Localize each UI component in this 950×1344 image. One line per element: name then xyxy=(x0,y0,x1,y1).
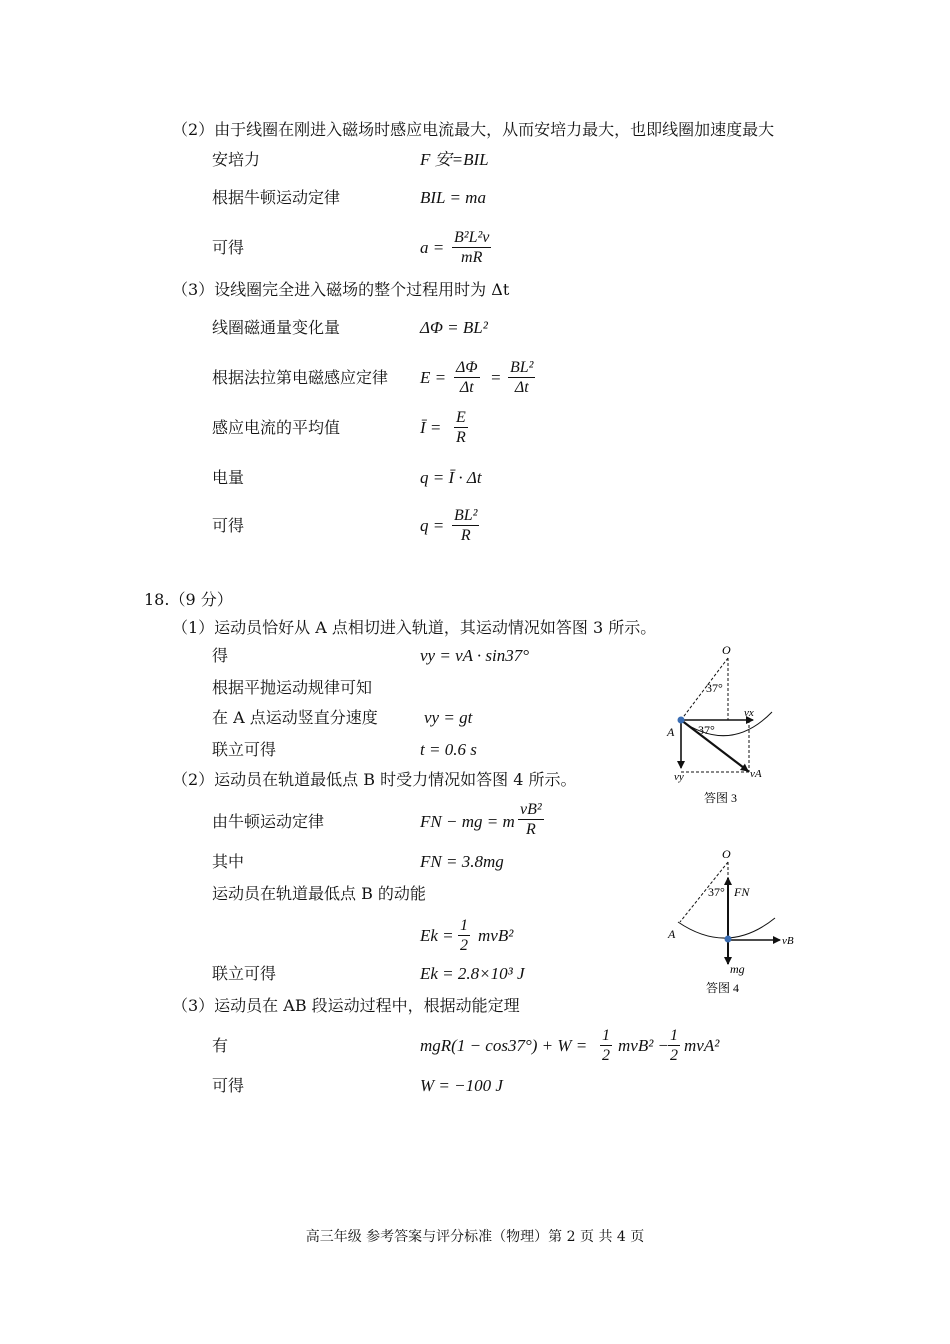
q17-p3-eq-flux: ΔΦ = BL² xyxy=(420,318,488,337)
q18-part3-intro: （3）运动员在 AB 段运动过程中，根据动能定理 xyxy=(172,996,520,1015)
figure-3-label-vx: vx xyxy=(744,707,754,719)
fraction-denominator: 2 xyxy=(460,937,468,954)
q18-p3-eq-work-energy-fraction1 xyxy=(600,1026,612,1065)
q18-p3-eq-work-energy-rhs: mvA² xyxy=(684,1036,720,1055)
q18-p1-label-projectile: 根据平抛运动规律可知 xyxy=(212,678,373,697)
q17-p2-eq-ampere-force: F 安=BIL xyxy=(420,150,489,169)
figure-3-diagram xyxy=(660,640,780,810)
q17-p2-label-newton: 根据牛顿运动定律 xyxy=(212,188,341,207)
page-footer: 高三年级 参考答案与评分标准（物理）第 2 页 共 4 页 xyxy=(305,1229,645,1245)
figure-4-label-mg: mg xyxy=(730,962,745,976)
fraction-numerator: 1 xyxy=(670,1027,678,1044)
fraction-numerator: BL² xyxy=(510,359,534,376)
q18-p1-eq-vy-vA: vy = vA · sin37° xyxy=(420,646,530,665)
q18-p2-eq-newton-fraction xyxy=(518,800,544,839)
q17-part2-intro: （2）由于线圈在刚进入磁场时感应电流最大，从而安培力最大，也即线圈加速度最大 xyxy=(172,120,775,139)
fraction-numerator: E xyxy=(456,409,466,426)
q18-part2-intro: （2）运动员在轨道最低点 B 时受力情况如答图 4 所示。 xyxy=(172,770,577,789)
fraction-numerator: vB² xyxy=(520,801,542,818)
q18-p3-eq-work-result: W = −100 J xyxy=(420,1076,503,1095)
q18-p2-label-combine: 联立可得 xyxy=(212,964,277,983)
fraction-denominator: Δt xyxy=(459,379,474,396)
fraction-denominator: mR xyxy=(461,249,483,266)
figure-4-label-O: O xyxy=(722,847,731,861)
q17-p3-eq-result-lhs: q = xyxy=(420,516,445,535)
q18-p1-eq-vy-gt: vy = gt xyxy=(424,708,473,727)
q18-p1-label-vertical-velocity: 在 A 点运动竖直分速度 xyxy=(212,708,378,727)
q17-p3-label-avg-current: 感应电流的平均值 xyxy=(212,418,341,437)
q17-p3-label-faraday: 根据法拉第电磁感应定律 xyxy=(212,368,389,387)
figure-4-caption: 答图 4 xyxy=(706,981,740,995)
fraction-numerator: 1 xyxy=(602,1027,610,1044)
figure-3-label-vy: vy xyxy=(674,771,684,783)
q18-p3-label-result: 可得 xyxy=(212,1076,245,1095)
fraction-denominator: R xyxy=(460,527,471,544)
q18-p2-label-where: 其中 xyxy=(212,852,245,871)
q17-p3-eq-result-fraction xyxy=(452,506,479,545)
figure-3-point-A xyxy=(678,717,685,724)
q18-p3-eq-work-energy-lhs: mgR(1 − cos37°) + W = xyxy=(420,1036,588,1055)
q18-heading: 18.（9 分） xyxy=(144,590,233,609)
q18-p2-label-kinetic-energy: 运动员在轨道最低点 B 的动能 xyxy=(212,884,426,903)
q18-p2-eq-normal-force: FN = 3.8mg xyxy=(420,852,504,871)
q17-p2-eq-newton: BIL = ma xyxy=(420,188,486,207)
fraction-numerator: ΔΦ xyxy=(456,359,478,376)
figure-3-label-A: A xyxy=(667,725,675,739)
fraction-numerator: B²L²v xyxy=(454,229,490,246)
fraction-denominator: Δt xyxy=(514,379,529,396)
fraction-denominator: R xyxy=(456,429,466,446)
q18-p2-eq-ek-fraction xyxy=(458,916,470,955)
q18-p2-label-newton: 由牛顿运动定律 xyxy=(212,812,325,831)
q17-p3-eq-faraday-fraction1 xyxy=(454,358,480,397)
figure-3-label-angle-top: 37° xyxy=(706,681,723,695)
figure-3-label-O: O xyxy=(722,643,731,657)
q18-p2-eq-ek-rhs: mvB² xyxy=(478,926,514,945)
q17-p2-label-ampere-force: 安培力 xyxy=(212,150,261,169)
q17-p2-eq-result-fraction xyxy=(452,228,491,267)
q18-part1-intro: （1）运动员恰好从 A 点相切进入轨道，其运动情况如答图 3 所示。 xyxy=(172,618,657,637)
q17-p3-eq-faraday-equals: = xyxy=(490,368,502,387)
q17-p3-eq-avg-current-fraction xyxy=(454,408,468,447)
figure-3-track-arc xyxy=(680,712,772,736)
figure-4-label-A: A xyxy=(668,927,676,941)
q18-p1-label-combine: 联立可得 xyxy=(212,740,277,759)
figure-3-label-vA: vA xyxy=(750,768,762,780)
q18-p3-eq-work-energy-mid: mvB² − xyxy=(618,1036,670,1055)
q17-p3-label-result: 可得 xyxy=(212,516,245,535)
q18-p2-eq-ek-result: Ek = 2.8×10³ J xyxy=(420,964,525,983)
q17-part3-intro: （3）设线圈完全进入磁场的整个过程用时为 Δt xyxy=(172,280,510,299)
figure-3-label-angle-A: 37° xyxy=(698,723,715,737)
q17-p3-eq-charge: q = Ī · Δt xyxy=(420,468,482,487)
fraction-numerator: 1 xyxy=(460,917,468,934)
q18-p3-label-have: 有 xyxy=(212,1036,229,1055)
fraction-denominator: 2 xyxy=(602,1047,610,1064)
q18-p1-label-get: 得 xyxy=(212,646,229,665)
q17-p3-label-charge: 电量 xyxy=(212,468,245,487)
figure-4-label-vB: vB xyxy=(782,935,794,947)
q17-p3-eq-faraday-lhs: E = xyxy=(420,368,447,387)
q18-p2-eq-ek-lhs: Ek = xyxy=(420,926,454,945)
fraction-denominator: R xyxy=(525,821,536,838)
figure-3-caption: 答图 3 xyxy=(704,791,738,805)
figure-4-diagram xyxy=(660,840,810,1000)
figure-4-track-arc xyxy=(678,918,775,938)
q17-p2-label-result: 可得 xyxy=(212,238,245,257)
q17-p3-eq-faraday-fraction2 xyxy=(508,358,535,397)
figure-4-point-B xyxy=(725,936,732,943)
q17-p3-eq-avg-current-lhs: Ī = xyxy=(420,418,442,437)
fraction-numerator: BL² xyxy=(454,507,478,524)
figure-4-label-FN: FN xyxy=(734,885,750,899)
q17-p2-eq-result-lhs: a = xyxy=(420,238,445,257)
figure-4-label-angle: 37° xyxy=(708,885,725,899)
fraction-denominator: 2 xyxy=(670,1047,678,1064)
q18-p1-eq-time: t = 0.6 s xyxy=(420,740,477,759)
q18-p2-eq-newton-lhs: FN − mg = m xyxy=(420,812,515,831)
q17-p3-label-flux: 线圈磁通量变化量 xyxy=(212,318,341,337)
q18-p3-eq-work-energy-fraction2 xyxy=(668,1026,680,1065)
